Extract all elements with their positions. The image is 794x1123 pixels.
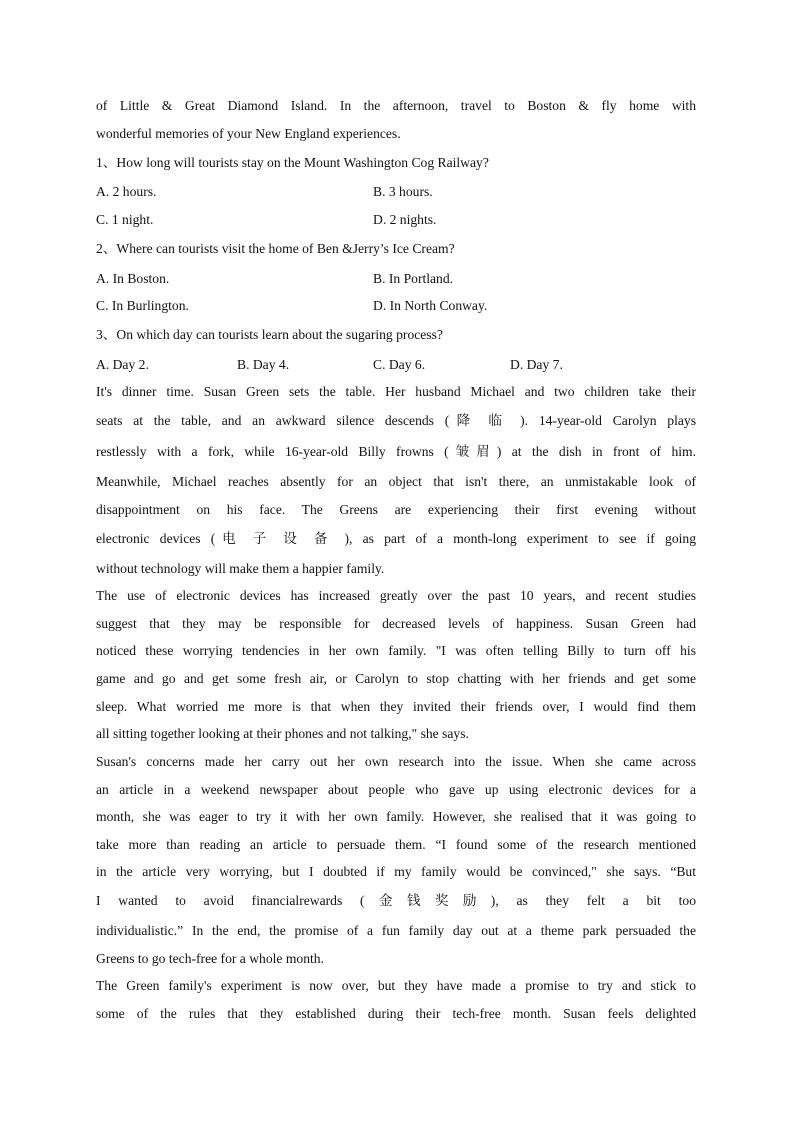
passage-line: noticed these worrying tendencies in her own family. "I was often telling Billy to turn off his [96, 643, 696, 658]
question-stem: 1、How long will tourists stay on the Mount Washington Cog Railway? [96, 155, 489, 170]
passage-line: all sitting together looking at their phones and not talking," she says. [96, 726, 469, 741]
passage-line: restlessly with a fork, while 16-year-old Billy frowns (皱眉) at the dish in front of him. [96, 444, 696, 459]
question-option: D. 2 nights. [373, 212, 437, 227]
question-stem: 2、Where can tourists visit the home of Ben &Jerry’s Ice Cream? [96, 241, 455, 256]
passage-line: The Green family's experiment is now over, but they have made a promise to try and stick to [96, 978, 696, 993]
intro-line: wonderful memories of your New England experiences. [96, 126, 401, 141]
passage-line: month, she was eager to try it with her own family. However, she realised that it was going to [96, 809, 696, 824]
intro-line: of Little & Great Diamond Island. In the afternoon, travel to Boston & fly home with [96, 98, 696, 113]
question-option: A. 2 hours. [96, 184, 157, 199]
question-option: C. Day 6. [373, 357, 426, 372]
passage-line: disappointment on his face. The Greens are experiencing their first evening without [96, 502, 696, 517]
passage-line: I wanted to avoid financialrewards (金钱奖励), as they felt a bit too [96, 893, 696, 908]
question-option: D. Day 7. [510, 357, 563, 372]
passage-line: without technology will make them a happier family. [96, 561, 385, 576]
passage-line: Susan's concerns made her carry out her own research into the issue. When she came across [96, 754, 696, 769]
question-option: B. Day 4. [237, 357, 290, 372]
question-option: D. In North Conway. [373, 298, 488, 313]
passage-line: sleep. What worried me more is that when they invited their friends over, I would find them [96, 699, 696, 714]
passage-line: electronic devices (电 子 设 备 ), as part of a month-long experiment to see if going [96, 531, 696, 546]
passage-line: The use of electronic devices has increased greatly over the past 10 years, and recent studies [96, 588, 696, 603]
passage-line: game and go and get some fresh air, or Carolyn to stop chatting with her friends and get some [96, 671, 696, 686]
question-option: A. In Boston. [96, 271, 170, 286]
passage-line: It's dinner time. Susan Green sets the table. Her husband Michael and two children take their [96, 384, 696, 399]
passage-line: suggest that they may be responsible for decreased levels of happiness. Susan Green had [96, 616, 696, 631]
passage-line: individualistic.” In the end, the promise of a fun family day out at a theme park persuaded the [96, 923, 696, 938]
passage-line: take more than reading an article to persuade them. “I found some of the research mentioned [96, 837, 696, 852]
question-option: C. In Burlington. [96, 298, 189, 313]
question-option: B. In Portland. [373, 271, 454, 286]
passage-line: in the article very worrying, but I doubted if my family would be convinced," she says. “But [96, 864, 696, 879]
question-option: B. 3 hours. [373, 184, 433, 199]
passage-line: some of the rules that they established during their tech-free month. Susan feels delighted [96, 1006, 696, 1021]
question-option: A. Day 2. [96, 357, 149, 372]
passage-line: an article in a weekend newspaper about people who gave up using electronic devices for a [96, 782, 696, 797]
question-option: C. 1 night. [96, 212, 154, 227]
passage-line: seats at the table, and an awkward silence descends (降 临 ). 14-year-old Carolyn plays [96, 413, 696, 428]
passage-line: Meanwhile, Michael reaches absently for an object that isn't there, an unmistakable look of [96, 474, 696, 489]
question-stem: 3、On which day can tourists learn about the sugaring process? [96, 327, 443, 342]
passage-line: Greens to go tech-free for a whole month. [96, 951, 324, 966]
